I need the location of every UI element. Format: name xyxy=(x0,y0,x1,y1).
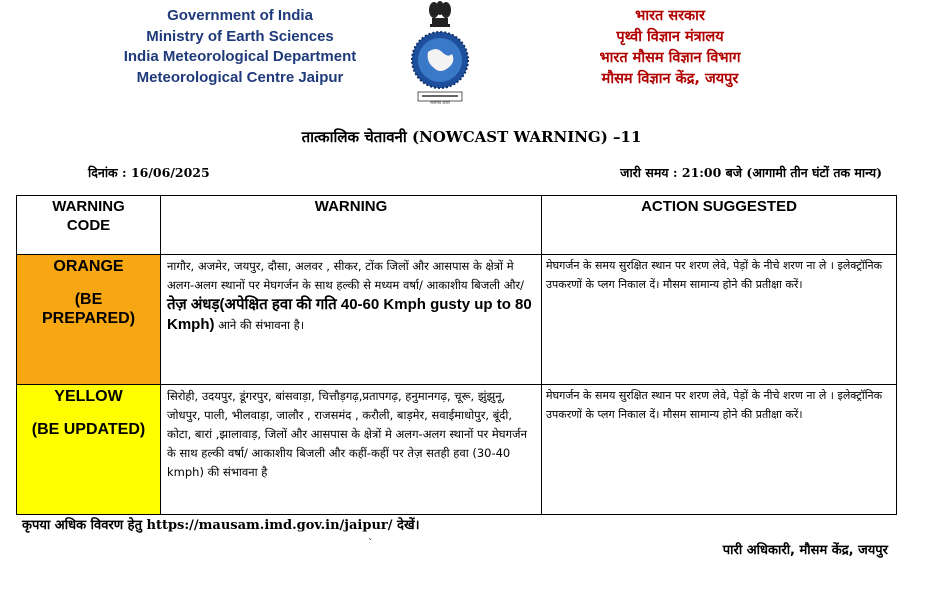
warning-text-tail: आने की संभावना है। xyxy=(218,318,305,332)
warning-text: सिरोही, उदयपुर, डूंगरपुर, बांसवाड़ा, चित्तौड़गढ़,प्रतापगढ़, हनुमानगढ़, चूरू, झुंझुनू, जोधपुर, पाली, भीलवाड़ा, जालौर , राजसमंद , करौली, बाड़मेर, सवाईमाधोपुर, बूंदी, कोटा, बारां ,झालावाड़, जिलों और आसपास के क्षेत्रों मे अलग-अलग स्थानों पर मेघगर्जन के साथ हल्की वर्षा/ आकाशीय बिजली और कहीं-कहीं पर तेज़ सतही हवा (30-40 kmph) की संभावना है xyxy=(167,389,527,479)
column-header: WARNING xyxy=(161,196,542,255)
page-title: तात्कालिक चेतावनी (NOWCAST WARNING) –11 xyxy=(301,128,642,146)
action-cell: मेघगर्जन के समय सुरक्षित स्थान पर शरण लेवे, पेड़ों के नीचे शरण ना ले । इलेक्ट्रॉनिक उपकरणों के प्लग निकाल दें। मौसम सामान्य होने की प्रतीक्षा करें। xyxy=(542,255,897,385)
warning-text-emphasis: तेज़ अंधड़(अपेक्षित हवा की गति 40-60 Kmph gusty up to 80 Kmph) xyxy=(167,296,532,333)
warning-code-note: (BE UPDATED) xyxy=(31,421,146,438)
warning-code-note: (BE PREPARED) xyxy=(41,291,136,327)
header-hindi-line: पृथ्वी विज्ञान मंत्रालय xyxy=(616,29,724,45)
action-cell: मेघगर्जन के समय सुरक्षित स्थान पर शरण लेवे, पेड़ों के नीचे शरण ना ले । इलेक्ट्रॉनिक उपकरणों के प्लग निकाल दें। मौसम सामान्य होने की प्रतीक्षा करें। xyxy=(542,385,897,515)
signature: पारी अधिकारी, मौसम केंद्र, जयपुर xyxy=(722,543,888,558)
header-english-line: India Meteorological Department xyxy=(123,48,357,65)
column-header: ACTION SUGGESTED xyxy=(542,196,897,255)
header-hindi-line: मौसम विज्ञान केंद्र, जयपुर xyxy=(601,71,739,87)
warning-code-cell xyxy=(17,385,161,515)
header-english-line: Meteorological Centre Jaipur xyxy=(136,68,344,86)
emblem-caption: सत्यमेव जयते xyxy=(430,100,450,105)
header-english-line: Ministry of Earth Sciences xyxy=(146,27,334,45)
imd-emblem-icon xyxy=(408,0,472,106)
warning-code-cell xyxy=(17,255,161,385)
header-english xyxy=(100,6,380,88)
header-hindi xyxy=(555,6,785,90)
header-english-line: Government of India xyxy=(167,7,313,24)
column-header: WARNING CODE xyxy=(17,196,161,255)
warning-text: नागौर, अजमेर, जयपुर, दौसा, अलवर , सीकर, टोंक जिलों और आसपास के क्षेत्रों मे अलग-अलग स्थानों पर मेघगर्जन के साथ हल्की से मध्यम वर्षा/ आकाशीय बिजली और/ xyxy=(167,259,525,292)
table-row xyxy=(17,385,897,515)
table-row xyxy=(17,255,897,385)
warning-text-cell xyxy=(161,385,542,515)
header-hindi-line: भारत मौसम विज्ञान विभाग xyxy=(599,50,741,66)
issue-date: दिनांक : 16/06/2025 xyxy=(88,165,210,180)
issue-time: जारी समय : 21:00 बजे (आगामी तीन घंटों तक मान्य) xyxy=(620,165,882,180)
warning-code: ORANGE xyxy=(53,258,124,275)
warning-text-cell xyxy=(161,255,542,385)
details-link[interactable]: कृपया अधिक विवरण हेतु https://mausam.imd.gov.in/jaipur/ देखें। xyxy=(22,518,420,533)
warning-table xyxy=(16,195,897,515)
table-header-row xyxy=(17,196,897,255)
header-hindi-line: भारत सरकार xyxy=(635,8,705,24)
warning-code: YELLOW xyxy=(54,388,123,405)
stray-mark: ` xyxy=(368,538,373,549)
